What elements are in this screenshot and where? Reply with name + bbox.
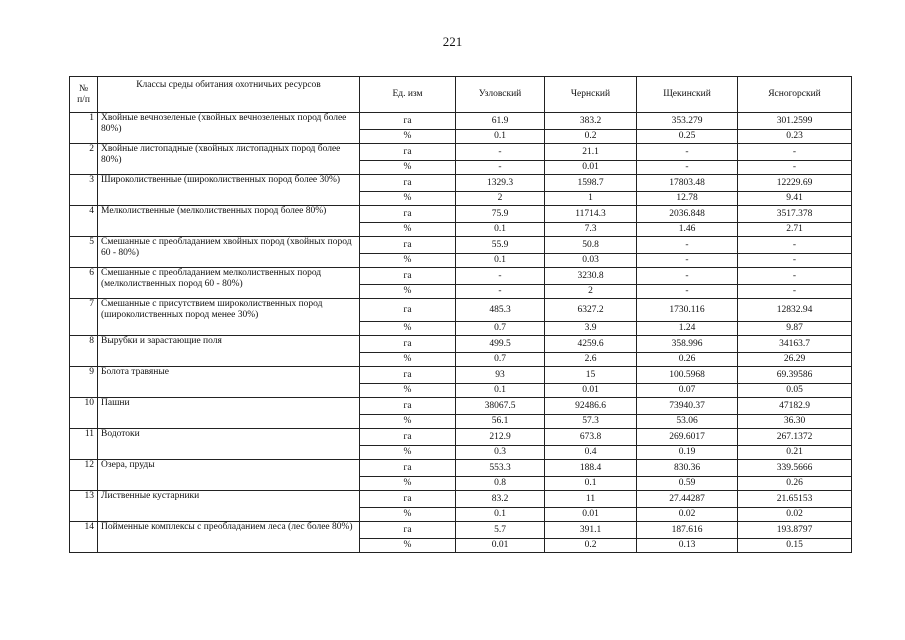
value-percent: 0.21 bbox=[738, 446, 852, 460]
table-row bbox=[70, 144, 852, 161]
unit-percent: % bbox=[360, 223, 456, 237]
value-percent: 0.01 bbox=[545, 384, 637, 398]
value-hectares: 2036.848 bbox=[637, 206, 738, 223]
habitat-class-name: Пойменные комплексы с преобладанием леса (лес более 80%) bbox=[98, 522, 360, 553]
value-percent: 0.1 bbox=[545, 477, 637, 491]
value-hectares: 92486.6 bbox=[545, 398, 637, 415]
value-percent: 0.2 bbox=[545, 539, 637, 553]
table-row bbox=[70, 268, 852, 285]
table-row bbox=[70, 398, 852, 415]
unit-hectares: га bbox=[360, 398, 456, 415]
value-percent: 2 bbox=[545, 285, 637, 299]
page-number: 221 bbox=[442, 34, 463, 49]
value-hectares: 11 bbox=[545, 491, 637, 508]
value-hectares: 3230.8 bbox=[545, 268, 637, 285]
unit-percent: % bbox=[360, 446, 456, 460]
unit-hectares: га bbox=[360, 336, 456, 353]
unit-hectares: га bbox=[360, 367, 456, 384]
habitat-class-name: Озера, пруды bbox=[98, 460, 360, 491]
value-hectares: 69.39586 bbox=[738, 367, 852, 384]
unit-hectares: га bbox=[360, 460, 456, 477]
value-hectares: 3517.378 bbox=[738, 206, 852, 223]
value-hectares: 212.9 bbox=[456, 429, 545, 446]
table-row bbox=[70, 175, 852, 192]
unit-hectares: га bbox=[360, 268, 456, 285]
row-number: 6 bbox=[70, 268, 98, 299]
row-number: 2 bbox=[70, 144, 98, 175]
unit-percent: % bbox=[360, 192, 456, 206]
unit-hectares: га bbox=[360, 113, 456, 130]
value-percent: 0.1 bbox=[456, 130, 545, 144]
value-hectares: 485.3 bbox=[456, 299, 545, 322]
value-hectares: - bbox=[738, 144, 852, 161]
value-percent: 2.71 bbox=[738, 223, 852, 237]
unit-hectares: га bbox=[360, 491, 456, 508]
value-percent: 0.2 bbox=[545, 130, 637, 144]
habitat-class-name: Болота травяные bbox=[98, 367, 360, 398]
table-row bbox=[70, 206, 852, 223]
habitat-class-name: Вырубки и зарастающие поля bbox=[98, 336, 360, 367]
row-number: 3 bbox=[70, 175, 98, 206]
value-hectares: 187.616 bbox=[637, 522, 738, 539]
value-hectares: 61.9 bbox=[456, 113, 545, 130]
value-percent: - bbox=[738, 285, 852, 299]
value-hectares: 17803.48 bbox=[637, 175, 738, 192]
value-hectares: 47182.9 bbox=[738, 398, 852, 415]
value-hectares: 193.8797 bbox=[738, 522, 852, 539]
value-hectares: 5.7 bbox=[456, 522, 545, 539]
value-hectares: 12229.69 bbox=[738, 175, 852, 192]
row-number: 9 bbox=[70, 367, 98, 398]
value-hectares: - bbox=[637, 268, 738, 285]
value-percent: 0.1 bbox=[456, 384, 545, 398]
habitat-classes-table bbox=[69, 76, 852, 553]
value-hectares: - bbox=[738, 237, 852, 254]
value-hectares: 339.5666 bbox=[738, 460, 852, 477]
row-number: 4 bbox=[70, 206, 98, 237]
table-row bbox=[70, 522, 852, 539]
value-hectares: 11714.3 bbox=[545, 206, 637, 223]
value-percent: 0.19 bbox=[637, 446, 738, 460]
table-row bbox=[70, 367, 852, 384]
value-percent: 0.26 bbox=[738, 477, 852, 491]
value-hectares: 50.8 bbox=[545, 237, 637, 254]
header-district-shchekinsky: Щекинский bbox=[637, 77, 738, 113]
value-hectares: 391.1 bbox=[545, 522, 637, 539]
value-hectares: - bbox=[456, 144, 545, 161]
habitat-class-name: Лиственные кустарники bbox=[98, 491, 360, 522]
table-row bbox=[70, 336, 852, 353]
value-hectares: 1598.7 bbox=[545, 175, 637, 192]
value-hectares: 73940.37 bbox=[637, 398, 738, 415]
unit-hectares: га bbox=[360, 522, 456, 539]
unit-percent: % bbox=[360, 415, 456, 429]
value-percent: 2.6 bbox=[545, 353, 637, 367]
row-number: 1 bbox=[70, 113, 98, 144]
row-number: 10 bbox=[70, 398, 98, 429]
table-row bbox=[70, 237, 852, 254]
row-number: 8 bbox=[70, 336, 98, 367]
value-percent: 0.01 bbox=[456, 539, 545, 553]
habitat-class-name: Широколиственные (широколиственных пород более 30%) bbox=[98, 175, 360, 206]
value-percent: 53.06 bbox=[637, 415, 738, 429]
value-percent: 0.25 bbox=[637, 130, 738, 144]
habitat-class-name: Смешанные с преобладанием мелколиственных пород (мелколиственных пород 60 - 80%) bbox=[98, 268, 360, 299]
value-percent: 7.3 bbox=[545, 223, 637, 237]
value-hectares: 83.2 bbox=[456, 491, 545, 508]
value-percent: 0.05 bbox=[738, 384, 852, 398]
row-number: 5 bbox=[70, 237, 98, 268]
value-hectares: 1730.116 bbox=[637, 299, 738, 322]
value-percent: 0.01 bbox=[545, 508, 637, 522]
value-hectares: 358.996 bbox=[637, 336, 738, 353]
habitat-class-name: Хвойные вечнозеленые (хвойных вечнозеленых пород более 80%) bbox=[98, 113, 360, 144]
value-hectares: 383.2 bbox=[545, 113, 637, 130]
table-row bbox=[70, 113, 852, 130]
unit-hectares: га bbox=[360, 144, 456, 161]
value-percent: 0.02 bbox=[637, 508, 738, 522]
value-hectares: 4259.6 bbox=[545, 336, 637, 353]
value-percent: 0.59 bbox=[637, 477, 738, 491]
table-row bbox=[70, 429, 852, 446]
value-percent: - bbox=[637, 161, 738, 175]
value-hectares: 21.65153 bbox=[738, 491, 852, 508]
value-hectares: 38067.5 bbox=[456, 398, 545, 415]
value-hectares: 100.5968 bbox=[637, 367, 738, 384]
value-percent: 9.41 bbox=[738, 192, 852, 206]
value-hectares: 673.8 bbox=[545, 429, 637, 446]
unit-percent: % bbox=[360, 130, 456, 144]
row-number: 14 bbox=[70, 522, 98, 553]
header-row bbox=[70, 77, 852, 113]
value-percent: 9.87 bbox=[738, 322, 852, 336]
header-unit: Ед. изм bbox=[360, 77, 456, 113]
value-hectares: - bbox=[738, 268, 852, 285]
header-district-chernsky: Чернский bbox=[545, 77, 637, 113]
value-hectares: 12832.94 bbox=[738, 299, 852, 322]
value-percent: 0.02 bbox=[738, 508, 852, 522]
unit-percent: % bbox=[360, 254, 456, 268]
unit-percent: % bbox=[360, 539, 456, 553]
unit-percent: % bbox=[360, 322, 456, 336]
row-number: 7 bbox=[70, 299, 98, 336]
value-percent: - bbox=[738, 161, 852, 175]
habitat-class-name: Пашни bbox=[98, 398, 360, 429]
value-hectares: 34163.7 bbox=[738, 336, 852, 353]
value-percent: 0.15 bbox=[738, 539, 852, 553]
value-percent: 1.24 bbox=[637, 322, 738, 336]
value-percent: 1.46 bbox=[637, 223, 738, 237]
value-hectares: 301.2599 bbox=[738, 113, 852, 130]
value-percent: 0.8 bbox=[456, 477, 545, 491]
unit-percent: % bbox=[360, 353, 456, 367]
value-hectares: 267.1372 bbox=[738, 429, 852, 446]
value-hectares: 6327.2 bbox=[545, 299, 637, 322]
value-hectares: 27.44287 bbox=[637, 491, 738, 508]
header-district-uzlovsky: Узловский bbox=[456, 77, 545, 113]
value-percent: 0.1 bbox=[456, 508, 545, 522]
value-percent: - bbox=[637, 254, 738, 268]
value-percent: 0.4 bbox=[545, 446, 637, 460]
value-hectares: 830.36 bbox=[637, 460, 738, 477]
value-percent: 0.07 bbox=[637, 384, 738, 398]
unit-hectares: га bbox=[360, 237, 456, 254]
value-percent: 0.1 bbox=[456, 223, 545, 237]
unit-percent: % bbox=[360, 285, 456, 299]
value-hectares: 499.5 bbox=[456, 336, 545, 353]
value-hectares: 553.3 bbox=[456, 460, 545, 477]
header-habitat-class: Классы среды обитания охотничьих ресурсов bbox=[98, 77, 360, 113]
value-percent: 0.3 bbox=[456, 446, 545, 460]
habitat-class-name: Смешанные с преобладанием хвойных пород (хвойных пород 60 - 80%) bbox=[98, 237, 360, 268]
habitat-class-name: Смешанные с присутствием широколиственных пород (широколиственных пород менее 30%) bbox=[98, 299, 360, 336]
value-percent: 56.1 bbox=[456, 415, 545, 429]
unit-hectares: га bbox=[360, 175, 456, 192]
value-hectares: 15 bbox=[545, 367, 637, 384]
value-percent: 26.29 bbox=[738, 353, 852, 367]
value-percent: 12.78 bbox=[637, 192, 738, 206]
value-percent: 0.23 bbox=[738, 130, 852, 144]
unit-hectares: га bbox=[360, 429, 456, 446]
value-percent: 3.9 bbox=[545, 322, 637, 336]
value-percent: 0.1 bbox=[456, 254, 545, 268]
row-number: 11 bbox=[70, 429, 98, 460]
value-percent: 0.03 bbox=[545, 254, 637, 268]
value-percent: 0.01 bbox=[545, 161, 637, 175]
value-hectares: 93 bbox=[456, 367, 545, 384]
value-hectares: 1329.3 bbox=[456, 175, 545, 192]
value-percent: - bbox=[456, 161, 545, 175]
habitat-class-name: Мелколиственные (мелколиственных пород более 80%) bbox=[98, 206, 360, 237]
unit-hectares: га bbox=[360, 206, 456, 223]
value-percent: - bbox=[738, 254, 852, 268]
unit-percent: % bbox=[360, 508, 456, 522]
table-row bbox=[70, 491, 852, 508]
value-percent: 0.7 bbox=[456, 353, 545, 367]
value-percent: 1 bbox=[545, 192, 637, 206]
row-number: 12 bbox=[70, 460, 98, 491]
table-row bbox=[70, 460, 852, 477]
unit-percent: % bbox=[360, 161, 456, 175]
habitat-class-name: Хвойные листопадные (хвойных листопадных пород более 80%) bbox=[98, 144, 360, 175]
value-hectares: 21.1 bbox=[545, 144, 637, 161]
value-percent: - bbox=[637, 285, 738, 299]
value-percent: 57.3 bbox=[545, 415, 637, 429]
value-hectares: - bbox=[637, 237, 738, 254]
header-number: № п/п bbox=[70, 77, 98, 113]
value-percent: 0.13 bbox=[637, 539, 738, 553]
value-percent: 36.30 bbox=[738, 415, 852, 429]
table-row bbox=[70, 299, 852, 322]
value-hectares: 269.6017 bbox=[637, 429, 738, 446]
header-district-yasnogorsky: Ясногорский bbox=[738, 77, 852, 113]
unit-percent: % bbox=[360, 477, 456, 491]
value-hectares: 188.4 bbox=[545, 460, 637, 477]
value-percent: - bbox=[456, 285, 545, 299]
unit-percent: % bbox=[360, 384, 456, 398]
value-hectares: - bbox=[637, 144, 738, 161]
unit-hectares: га bbox=[360, 299, 456, 322]
table-body bbox=[70, 113, 852, 553]
value-hectares: 55.9 bbox=[456, 237, 545, 254]
row-number: 13 bbox=[70, 491, 98, 522]
value-percent: 0.26 bbox=[637, 353, 738, 367]
value-percent: 0.7 bbox=[456, 322, 545, 336]
value-hectares: 75.9 bbox=[456, 206, 545, 223]
value-hectares: 353.279 bbox=[637, 113, 738, 130]
value-hectares: - bbox=[456, 268, 545, 285]
habitat-class-name: Водотоки bbox=[98, 429, 360, 460]
value-percent: 2 bbox=[456, 192, 545, 206]
